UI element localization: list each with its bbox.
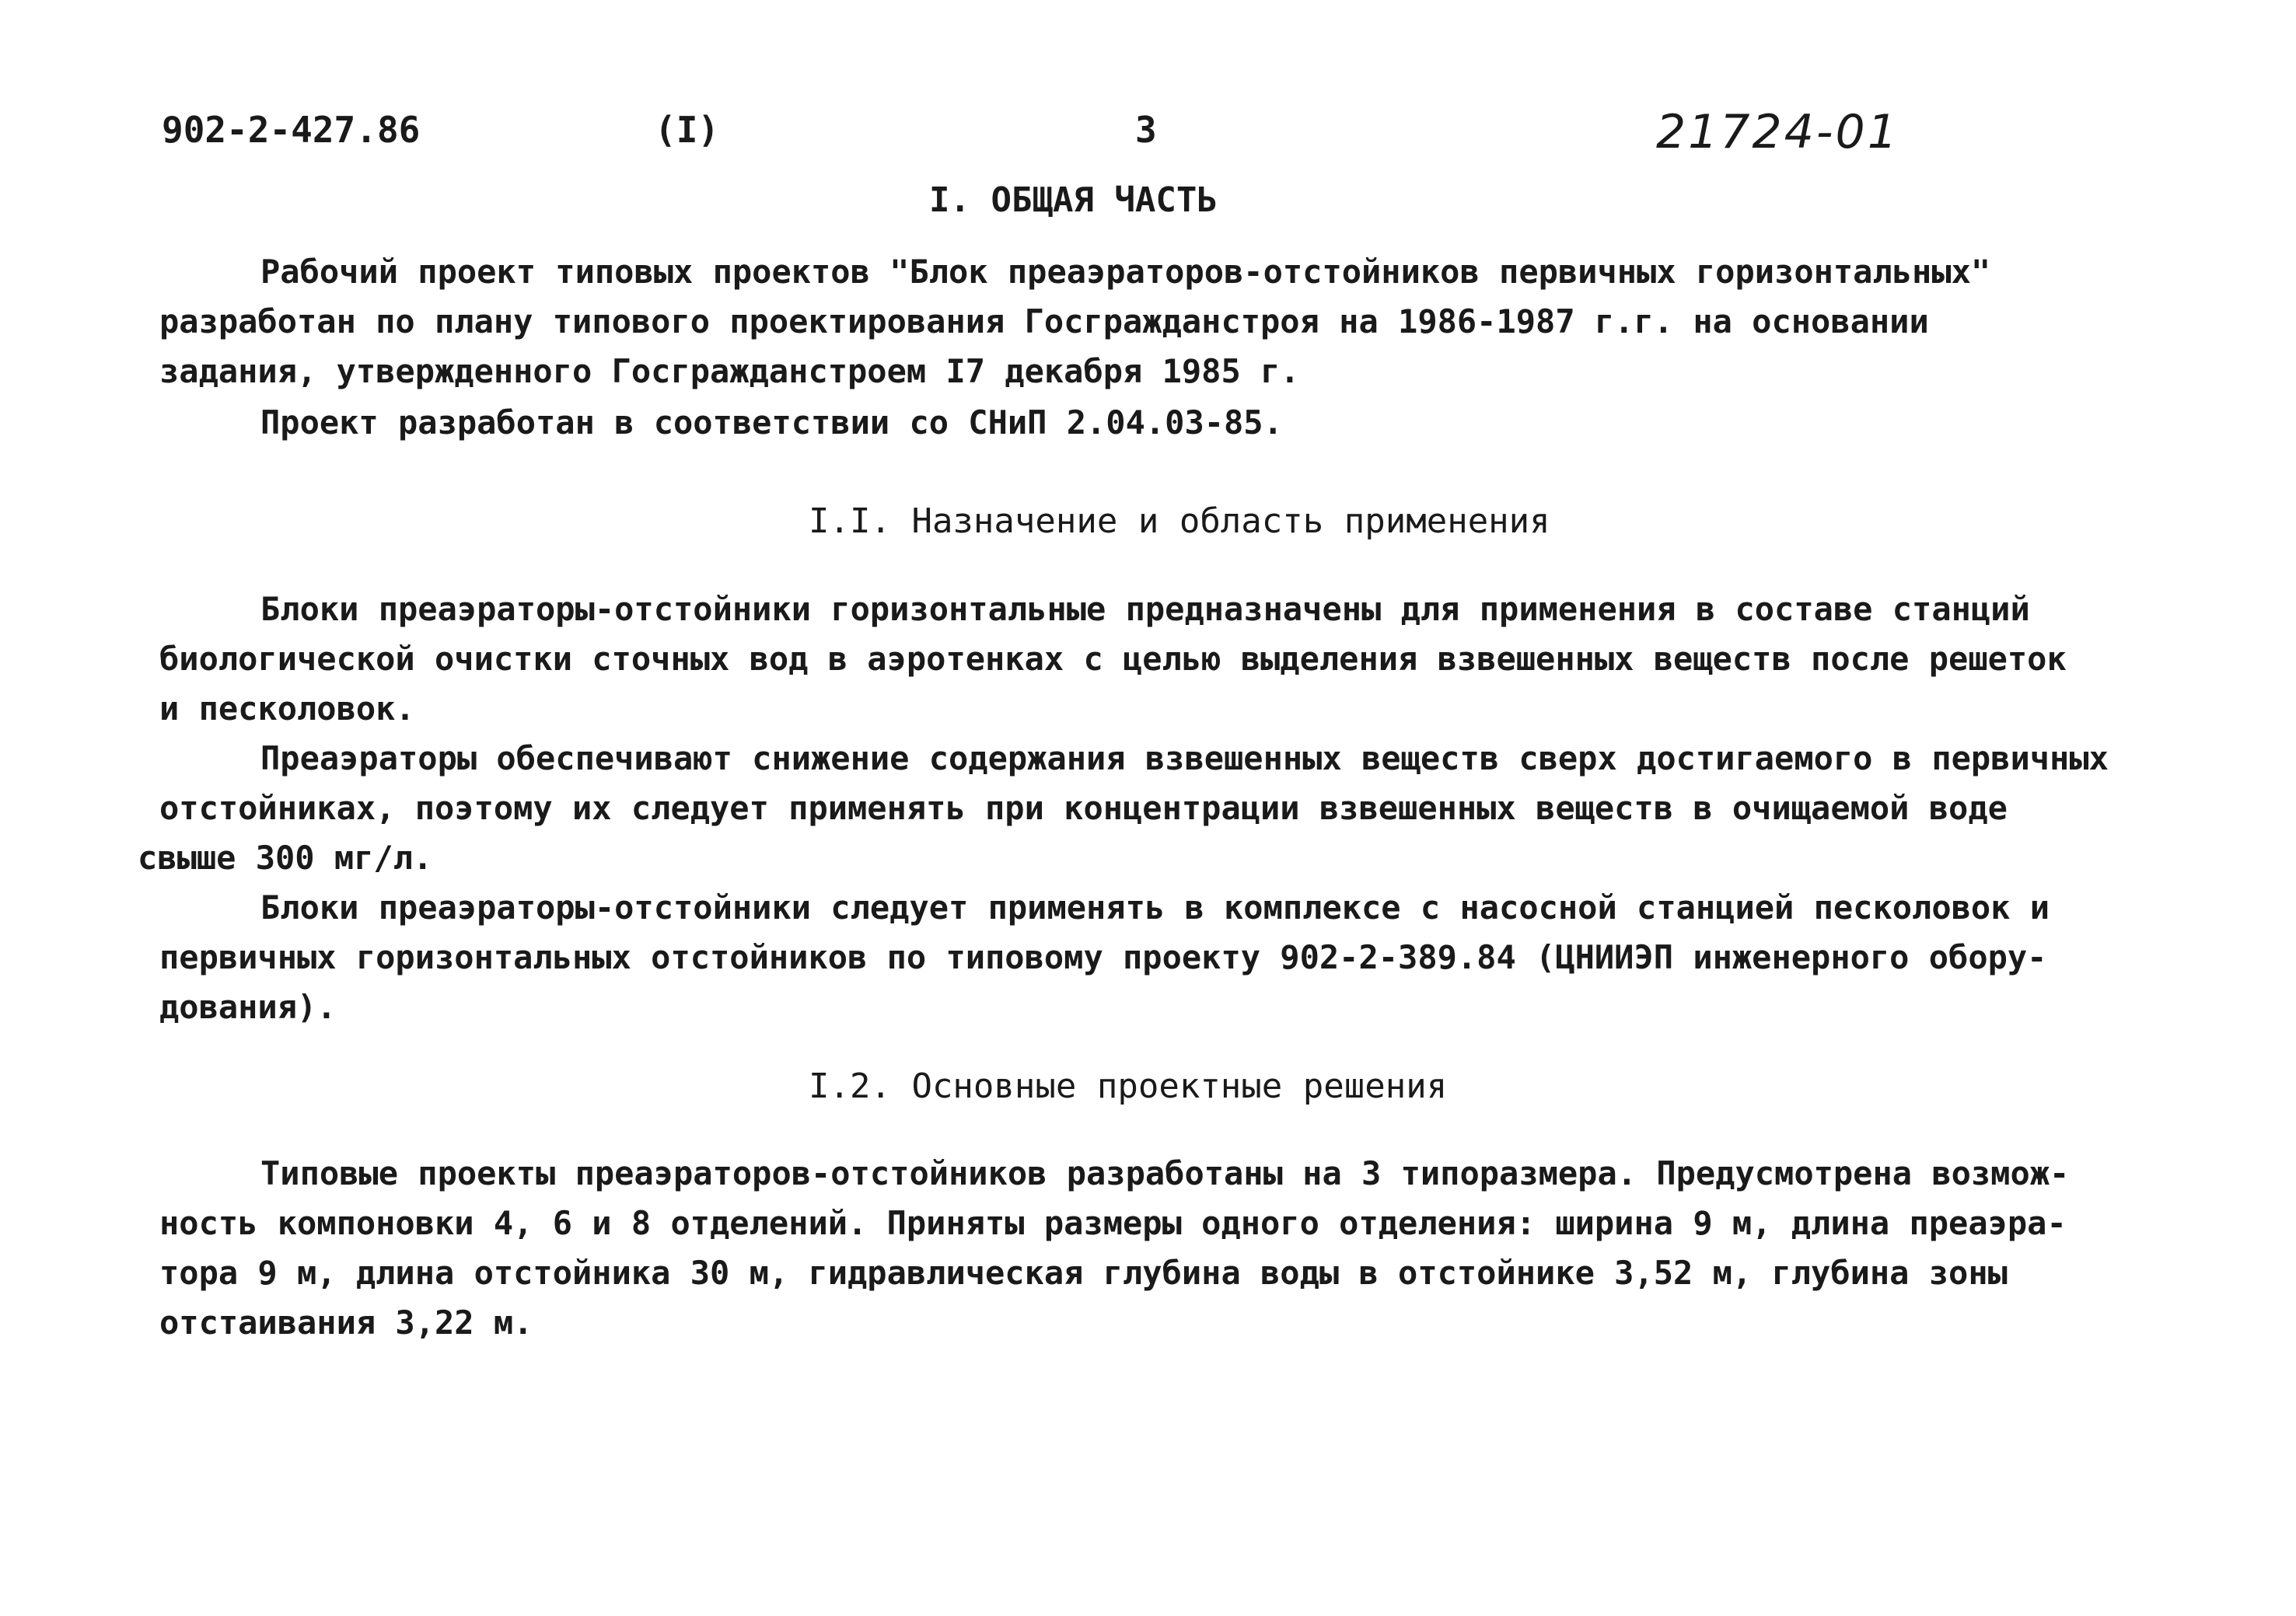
paragraph-line: разработан по плану типового проектирования Госгражданстроя на 1986-1987 г.г. на основании [159,302,1929,340]
document-code: 902-2-427.86 [162,109,421,151]
paragraph-line: отстойниках, поэтому их следует применять при концентрации взвешенных веществ в очищаемой воде [159,789,2008,827]
paragraph-line: дования). [159,988,337,1026]
page-number: 3 [1135,109,1157,151]
paragraph-line: Блоки преаэраторы-отстойники горизонтальные предназначены для применения в составе станций [260,590,2030,628]
paragraph-solutions [159,1149,2181,1348]
paragraph-line: отстаивания 3,22 м. [159,1304,533,1342]
paragraph-line: свыше 300 мг/л. [138,839,433,877]
paragraph-intro [159,247,2181,396]
paragraph-line: Блоки преаэраторы-отстойники следует применять в комплексе с насосной станцией песколовок и [260,888,2050,927]
paragraph-line: Типовые проекты преаэраторов-отстойников разработаны на 3 типоразмера. Предусмотрена возмож- [260,1154,2070,1192]
section-title-general: I. ОБЩАЯ ЧАСТЬ [929,180,1218,220]
paragraph-line: Проект разработан в соответствии со СНиП 2.04.03-85. [260,403,1283,442]
paragraph-line: первичных горизонтальных отстойников по типовому проекту 902-2-389.84 (ЦНИИЭП инженерного обору- [159,938,2047,976]
paragraph-line: задания, утвержденного Госгражданстроем I7 декабря 1985 г. [159,352,1300,390]
paragraph-snip [159,398,2181,448]
paragraph-line: ность компоновки 4, 6 и 8 отделений. Приняты размеры одного отделения: ширина 9 м, длина преаэра- [159,1204,2067,1242]
paragraph-purpose [159,585,2181,734]
paragraph-line: биологической очистки сточных вод в аэротенках с целью выделения взвешенных веществ после решеток [159,640,2067,678]
inventory-number: 21724-01 [1656,105,1899,159]
paragraph-line: Рабочий проект типовых проектов "Блок преаэраторов-отстойников первичных горизонтальных" [260,253,1991,291]
album-part: (I) [655,109,720,151]
paragraph-line: Преаэраторы обеспечивают снижение содержания взвешенных веществ сверх достигаемого в первичных [260,739,2109,777]
paragraph-aerators [138,734,2181,883]
paragraph-line: и песколовок. [159,689,415,728]
paragraph-line: тора 9 м, длина отстойника 30 м, гидравлическая глубина воды в отстойнике 3,52 м, глубина зоны [159,1254,2008,1292]
section-title-purpose: I.I. Назначение и область применения [809,501,1550,541]
section-title-solutions: I.2. Основные проектные решения [809,1066,1448,1106]
paragraph-complex [159,883,2181,1032]
